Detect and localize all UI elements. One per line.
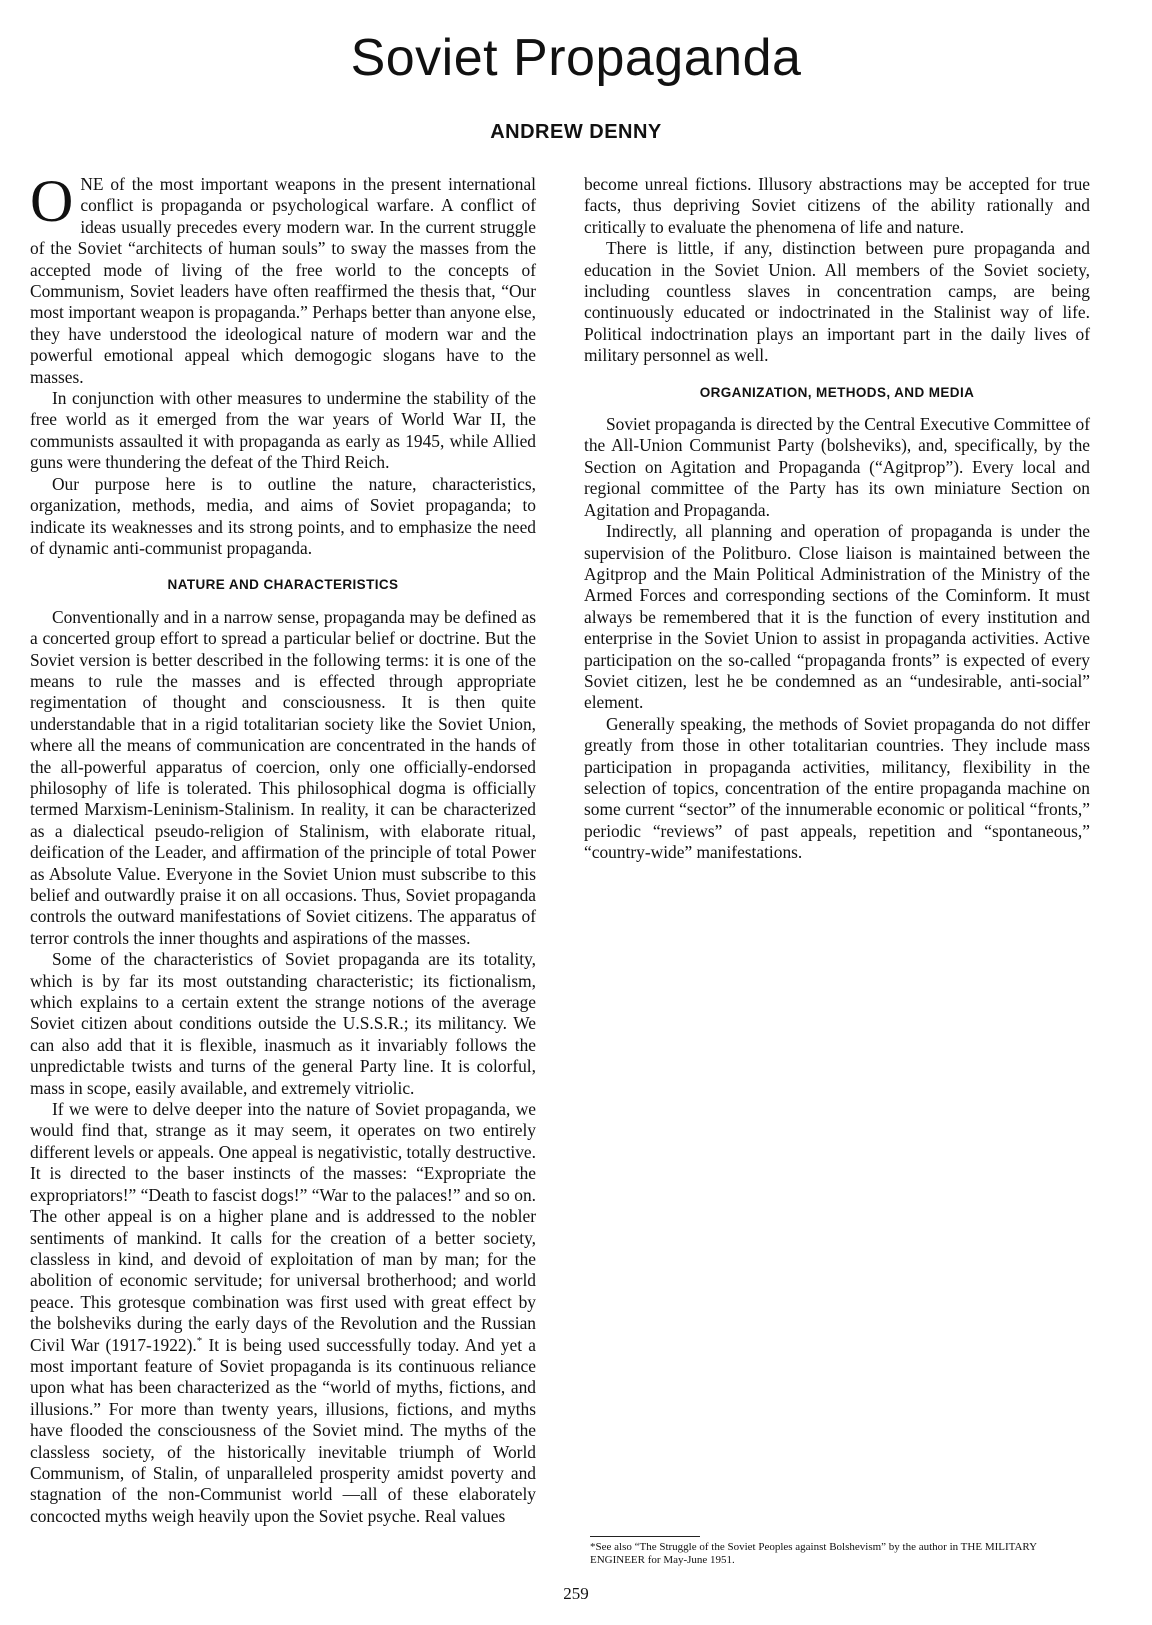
- nature-paragraph-4: There is little, if any, distinction between pure propaganda and education in the Soviet Union. All members of the Soviet society, including countless slaves in concentration camps, are being continuously educated or indoctrinated in the Stalinist way of life. Political indoctrination plays an important part in the daily lives of military personnel as well.: [584, 238, 1090, 366]
- section-heading-nature: NATURE AND CHARACTERISTICS: [167, 577, 399, 593]
- nature-paragraph-3-continued: It is being used successfully today. And yet a most important feature of Soviet propaganda is its continuous reliance upon what has been characterized as the “world of myths, fictions, and illusions.” For more than twenty years, illusions, fictions, and myths have flooded the consciousness of the Soviet mind. The myths of the classless society, of the historically inevitable triumph of World Communism, of Stalin, of unparalleled prosperity amidst poverty and stagnation of the non-Communist world —all of these elaborately concocted myths weigh heavily upon the Soviet psyche. Real values: [30, 1334, 536, 1526]
- organization-paragraph-2: Indirectly, all planning and operation of propaganda is under the supervision of the Politburo. Close liaison is maintained between the Agitprop and the Main Political Administration of the Ministry of the Armed Forces and corresponding sections of the Cominform. It must always be remembered that it is the function of every institution and enterprise in the Soviet Union to assist in propaganda activities. Active participation on the so-called “propaganda fronts” is expected of every Soviet citizen, lest he be condemned as an “undesirable, anti-social” element.: [584, 521, 1090, 713]
- intro-paragraph-1: [30, 168, 536, 388]
- nature-paragraph-3: [30, 1099, 536, 1527]
- article-title: Soviet Propaganda: [350, 29, 802, 87]
- nature-paragraph-2: Some of the characteristics of Soviet propaganda are its totality, which is by far its most outstanding characteristic; its fictionalism, which explains to a certain extent the strange notions of the average Soviet citizen about conditions outside the U.S.S.R.; its militancy. We can also add that it is flexible, inasmuch as it invariably follows the unpredictable twists and turns of the general Party line. It is colorful, mass in scope, easily available, and extremely vitriolic.: [30, 949, 536, 1098]
- right-column: [584, 174, 1090, 864]
- article-author: ANDREW DENNY: [490, 121, 662, 143]
- intro-paragraph-3: Our purpose here is to outline the nature, characteristics, organization, methods, media, and aims of Soviet propaganda; to indicate its weaknesses and its strong points, and to emphasize the need of dynamic anti-communist propaganda.: [30, 473, 536, 558]
- intro-paragraph-1-text: NE of the most important weapons in the present international conflict is propaganda or psychological warfare. A conflict of ideas usually precedes every modern war. In the current struggle of the Soviet “architects of human souls” to sway the masses from the accepted mode of living of the free world to the concepts of Communism, Soviet leaders have often reaffirmed the thesis that, “Our most important weapon is propaganda.” Perhaps better than anyone else, they have understood the ideological nature of modern war and the powerful emotional appeal which demogogic slogans have to the masses.: [30, 174, 536, 387]
- drop-cap: O: [30, 168, 74, 234]
- nature-paragraph-3-text: If we were to delve deeper into the nature of Soviet propaganda, we would find that, strange as it may seem, it operates on two entirely different levels or appeals. One appeal is negativistic, totally destructive. It is directed to the baser instincts of the masses: “Expropriate the expropriators!” “Death to fascist dogs!” “War to the palaces!” and so on. The other appeal is on a higher plane and is addressed to the nobler sentiments of mankind. It calls for the creation of a better society, classless in kind, and devoid of exploitation of man by man; for the abolition of economic servitude; for universal brotherhood; and world peace. This grotesque combination was first used with great effect by the bolsheviks during the early days of the Revolution and the Russian Civil War (1917-1922).: [30, 1099, 536, 1355]
- left-column: [30, 168, 536, 1527]
- footnote-marker: *: [196, 1334, 203, 1347]
- intro-paragraph-2: In conjunction with other measures to undermine the stability of the free world as it emerged from the war years of World War II, the communists assaulted it with propaganda as early as 1945, while Allied guns were thundering the defeat of the Third Reich.: [30, 388, 536, 473]
- nature-paragraph-1: Conventionally and in a narrow sense, propaganda may be defined as a concerted group effort to spread a particular belief or doctrine. But the Soviet version is better described in the following terms: it is one of the means to rule the masses and is effected through appropriate regimentation of thought and consciousness. It is then quite understandable that in a rigid totalitarian society like the Soviet Union, where all the means of communication are concentrated in the hands of the all-powerful apparatus of coercion, only one officially-endorsed philosophy of life is tolerated. This philosophical dogma is officially termed Marxism-Leninism-Stalinism. In reality, it can be characterized as a dialectical pseudo-religion of Stalinism, with elaborate ritual, deification of the Leader, and affirmation of the principle of total Power as Absolute Value. Everyone in the Soviet Union must subscribe to this belief and outwardly praise it on all occasions. Thus, Soviet propaganda controls the outward manifestations of Soviet citizens. The apparatus of terror controls the inner thoughts and aspirations of the masses.: [30, 606, 536, 948]
- section-heading-organization: ORGANIZATION, METHODS, AND MEDIA: [699, 384, 975, 400]
- page-number: 259: [563, 1584, 589, 1603]
- organization-paragraph-1: Soviet propaganda is directed by the Central Executive Committee of the All-Union Communist Party (bolsheviks), and, specifically, by the Section on Agitation and Propaganda (“Agitprop”). Every local and regional committee of the Party has its own miniature Section on Agitation and Propaganda.: [584, 414, 1090, 520]
- nature-paragraph-3-spill: become unreal fictions. Illusory abstractions may be accepted for true facts, thus depriving Soviet citizens of the ability rationally and critically to evaluate the phenomena of life and nature.: [584, 174, 1090, 237]
- footnote-rule: [590, 1536, 700, 1537]
- organization-paragraph-3: Generally speaking, the methods of Soviet propaganda do not differ greatly from those in other totalitarian countries. They include mass participation in propaganda activities, militancy, flexibility in the selection of topics, concentration of the entire propaganda machine on some current “sector” of the innumerable economic or political “fronts,” periodic “reviews” of past appeals, repetition and “spontaneous,” “country-wide” manifestations.: [584, 713, 1090, 863]
- footnote: *See also “The Struggle of the Soviet Peoples against Bolshevism” by the author in THE MILITARY ENGINEER for May-June 1951.: [590, 1541, 1037, 1566]
